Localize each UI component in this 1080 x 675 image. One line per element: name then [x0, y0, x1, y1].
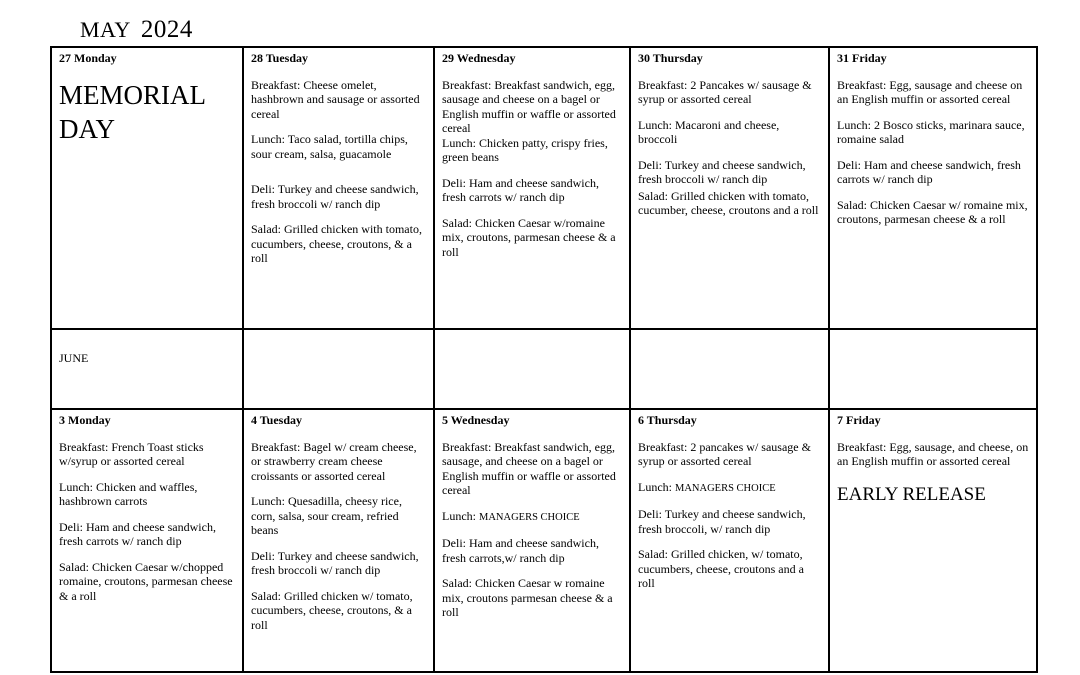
menu-calendar: [50, 46, 1038, 673]
breakfast-item: Breakfast: French Toast sticks w/syrup or assorted cereal: [59, 439, 204, 468]
salad-item: Salad: Grilled chicken with tomato, cucumber, cheese, croutons and a roll: [638, 188, 819, 217]
breakfast-item: Breakfast: Bagel w/ cream cheese, or strawberry cream cheese croissants or assorted cereal: [251, 439, 417, 483]
lunch-item: Lunch: Chicken patty, crispy fries, green beans: [442, 135, 608, 164]
breakfast-item: Breakfast: Egg, sausage, and cheese, on an English muffin or assorted cereal: [837, 439, 1029, 468]
empty-cell: [829, 329, 1037, 409]
week-row-june: [51, 409, 1037, 672]
lunch-item: [442, 509, 622, 526]
breakfast-item: Breakfast: Egg, sausage and cheese on an English muffin or assorted cereal: [837, 77, 1023, 106]
month-divider-row: [51, 329, 1037, 409]
cell-may-28: [243, 47, 434, 329]
title-month: MAY: [80, 17, 131, 42]
early-release-note: EARLY RELEASE: [837, 483, 986, 505]
day-label: 30 Thursday: [638, 51, 703, 65]
lunch-item: Lunch: Chicken and waffles, hashbrown carrots: [59, 479, 198, 508]
lunch-item: [638, 480, 821, 497]
deli-item: Deli: Turkey and cheese sandwich, fresh broccoli, w/ ranch dip: [638, 507, 806, 536]
day-label: 6 Thursday: [638, 413, 697, 427]
cell-may-30: [630, 47, 829, 329]
week-row-may: [51, 47, 1037, 329]
lunch-item: Lunch: Macaroni and cheese, broccoli: [638, 117, 780, 146]
breakfast-item: Breakfast: Breakfast sandwich, egg, sausage and cheese on a bagel or English muffin or waffle or assorted cereal: [442, 77, 616, 135]
cell-may-27: [51, 47, 243, 329]
lunch-prefix: Lunch:: [638, 479, 675, 494]
salad-item: Salad: Chicken Caesar w/chopped romaine, croutons, parmesan cheese & a roll: [59, 559, 233, 603]
deli-item: Deli: Ham and cheese sandwich, fresh carrots,w/ ranch dip: [442, 536, 599, 565]
day-label: 29 Wednesday: [442, 51, 516, 65]
day-label: 4 Tuesday: [251, 413, 303, 427]
breakfast-item: Breakfast: Cheese omelet, hashbrown and sausage or assorted cereal: [251, 77, 420, 121]
lunch-value: MANAGERS CHOICE: [675, 482, 776, 494]
lunch-item: Lunch: Quesadilla, cheesy rice, corn, salsa, sour cream, refried beans: [251, 494, 402, 537]
salad-item: Salad: Grilled chicken with tomato, cucumbers, cheese, croutons, & a roll: [251, 222, 422, 265]
salad-item: Salad: Chicken Caesar w/ romaine mix, croutons, parmesan cheese & a roll: [837, 197, 1028, 226]
day-label: 3 Monday: [59, 413, 111, 427]
deli-item: Deli: Turkey and cheese sandwich, fresh broccoli w/ ranch dip: [638, 157, 806, 186]
holiday-note: MEMORIAL DAY: [59, 79, 205, 144]
calendar-title: [80, 16, 193, 44]
day-label: 28 Tuesday: [251, 51, 309, 65]
day-label: 27 Monday: [59, 51, 117, 65]
lunch-item: Lunch: Taco salad, tortilla chips, sour cream, salsa, guacamole: [251, 132, 408, 161]
breakfast-item: Breakfast: 2 pancakes w/ sausage & syrup or assorted cereal: [638, 439, 811, 468]
empty-cell: [243, 329, 434, 409]
cell-may-31: [829, 47, 1037, 329]
lunch-prefix: Lunch:: [442, 508, 479, 523]
cell-may-29: [434, 47, 630, 329]
breakfast-item: Breakfast: Breakfast sandwich, egg, sausage, and cheese on a bagel or English muffin or waffle or assorted cereal: [442, 439, 616, 497]
title-year: 2024: [140, 16, 193, 43]
breakfast-item: Breakfast: 2 Pancakes w/ sausage & syrup or assorted cereal: [638, 77, 812, 106]
lunch-item: Lunch: 2 Bosco sticks, marinara sauce, romaine salad: [837, 117, 1025, 146]
empty-cell: [434, 329, 630, 409]
salad-item: Salad: Chicken Caesar w/romaine mix, croutons, parmesan cheese & a roll: [442, 215, 616, 259]
deli-item: Deli: Turkey and cheese sandwich, fresh broccoli w/ ranch dip: [251, 182, 419, 211]
cell-june-6: [630, 409, 829, 672]
salad-item: Salad: Grilled chicken, w/ tomato, cucumbers, cheese, croutons and a roll: [638, 547, 804, 590]
day-label: 31 Friday: [837, 51, 887, 65]
empty-cell: [630, 329, 829, 409]
day-label: 7 Friday: [837, 413, 881, 427]
cell-june-3: [51, 409, 243, 672]
deli-item: Deli: Ham and cheese sandwich, fresh carrots w/ ranch dip: [59, 519, 216, 548]
lunch-value: MANAGERS CHOICE: [479, 511, 580, 523]
salad-item: Salad: Grilled chicken w/ tomato, cucumbers, cheese, croutons, & a roll: [251, 588, 413, 632]
month-label-june: JUNE: [51, 329, 243, 409]
cell-june-7: [829, 409, 1037, 672]
deli-item: Deli: Ham and cheese sandwich, fresh carrots w/ ranch dip: [442, 175, 599, 204]
day-label: 5 Wednesday: [442, 413, 510, 427]
cell-june-5: [434, 409, 630, 672]
cell-june-4: [243, 409, 434, 672]
salad-item: Salad: Chicken Caesar w romaine mix, croutons parmesan cheese & a roll: [442, 576, 613, 619]
deli-item: Deli: Ham and cheese sandwich, fresh carrots w/ ranch dip: [837, 157, 1021, 186]
deli-item: Deli: Turkey and cheese sandwich, fresh broccoli w/ ranch dip: [251, 548, 419, 577]
